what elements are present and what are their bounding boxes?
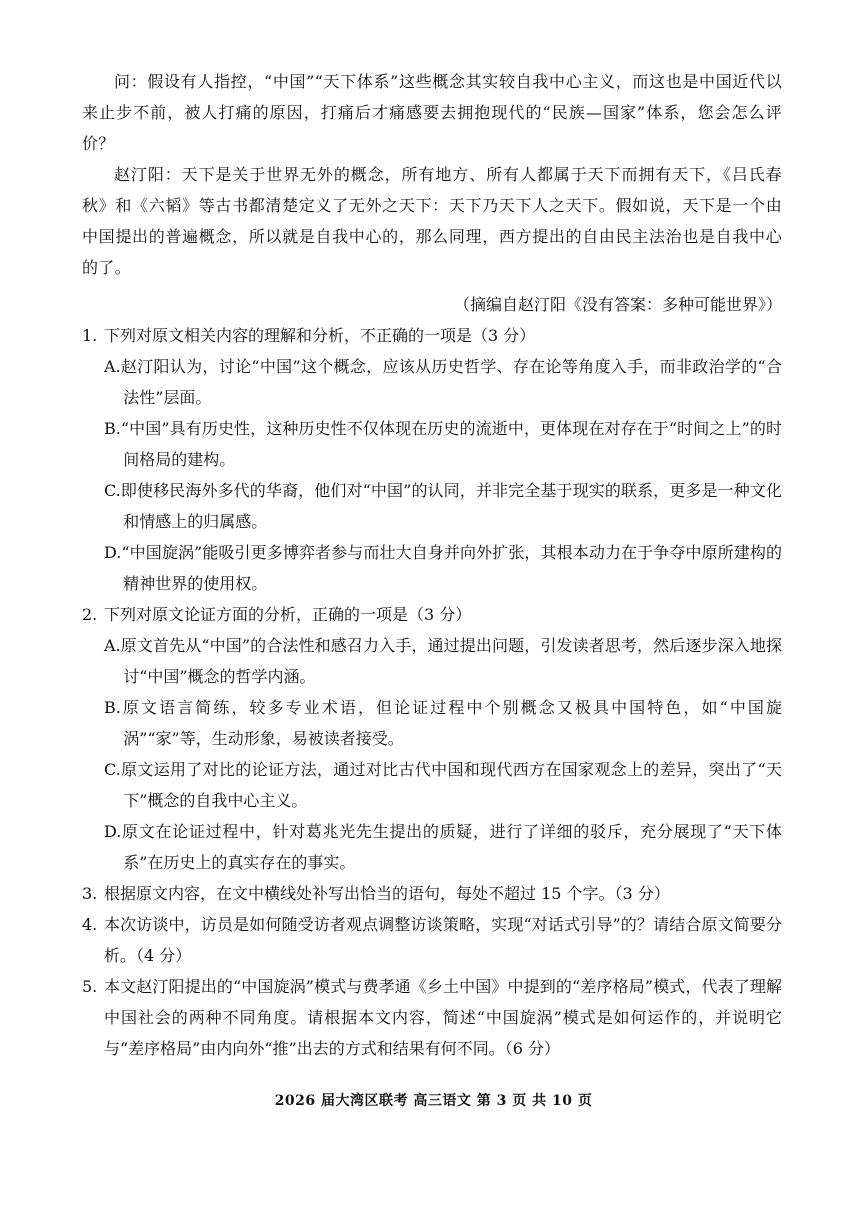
page-footer: 2026 届大湾区联考 高三语文 第 3 页 共 10 页 xyxy=(274,1093,593,1109)
question-number: 2. xyxy=(82,605,98,624)
question-4 xyxy=(82,909,782,971)
question-stem: 本文赵汀阳提出的“中国旋涡”模式与费孝通《乡土中国》中提到的“差序格局”模式，代表了理解中国社会的两种不同角度。请根据本文内容，简述“中国旋涡”模式是如何运作的，并说明它与“差序格局”由内向外“推”出去的方式和结果有何不同。（6 分） xyxy=(104,977,782,1058)
question-number: 5. xyxy=(82,977,98,996)
option-b: B.原文语言简练，较多专业术语，但论证过程中个别概念又极具中国特色，如“中国旋涡”“家”等，生动形象，易被读者接受。 xyxy=(104,698,782,748)
interview-question-paragraph: 问：假设有人指控，“中国”“天下体系”这些概念其实较自我中心主义，而这也是中国近代以来止步不前，被人打痛的原因，打痛后才痛感要去拥抱现代的“民族—国家”体系，您会怎么评价？ xyxy=(82,72,782,153)
option-c: C.即使移民海外多代的华裔，他们对“中国”的认同，并非完全基于现实的联系，更多是一种文化和情感上的归属感。 xyxy=(104,481,782,531)
document-body xyxy=(82,66,782,1064)
question-2 xyxy=(82,599,782,878)
option-d: D.“中国旋涡”能吸引更多博弈者参与而壮大自身并向外扩张，其根本动力在于争夺中原所建构的精神世界的使用权。 xyxy=(104,543,782,593)
question-stem: 根据原文内容，在文中横线处补写出恰当的语句，每处不超过 15 个字。（3 分） xyxy=(104,884,670,903)
option-b: B.“中国”具有历史性，这种历史性不仅体现在历史的流逝中，更体现在对存在于“时间之上”的时间格局的建构。 xyxy=(104,419,782,469)
option-c: C.原文运用了对比的论证方法，通过对比古代中国和现代西方在国家观念上的差异，突出了“天下”概念的自我中心主义。 xyxy=(104,760,782,810)
question-stem: 下列对原文论证方面的分析，正确的一项是（3 分） xyxy=(104,605,472,624)
option-d: D.原文在论证过程中，针对葛兆光先生提出的质疑，进行了详细的驳斥，充分展现了“天下体系”在历史上的真实存在的事实。 xyxy=(104,822,782,872)
question-5 xyxy=(82,971,782,1064)
question-stem: 本次访谈中，访员是如何随受访者观点调整访谈策略，实现“对话式引导”的？请结合原文简要分析。（4 分） xyxy=(104,915,782,965)
option-a: A.赵汀阳认为，讨论“中国”这个概念，应该从历史哲学、存在论等角度入手，而非政治学的“合法性”层面。 xyxy=(104,357,782,407)
question-number: 4. xyxy=(82,915,98,934)
question-number: 3. xyxy=(82,884,98,903)
interview-answer-paragraph: 赵汀阳：天下是关于世界无外的概念，所有地方、所有人都属于天下而拥有天下，《吕氏春秋》和《六韬》等古书都清楚定义了无外之天下：天下乃天下人之天下。假如说，天下是一个由中国提出的普遍概念，所以就是自我中心的，那么同理，西方提出的自由民主法治也是自我中心的了。 xyxy=(82,165,782,277)
question-1 xyxy=(82,320,782,599)
question-number: 1. xyxy=(82,326,98,345)
question-3 xyxy=(82,878,782,909)
question-stem: 下列对原文相关内容的理解和分析，不正确的一项是（3 分） xyxy=(104,326,536,345)
source-citation: （摘编自赵汀阳《没有答案：多种可能世界》） xyxy=(453,295,782,314)
option-a: A.原文首先从“中国”的合法性和感召力入手，通过提出问题，引发读者思考，然后逐步深入地探讨“中国”概念的哲学内涵。 xyxy=(104,636,782,686)
